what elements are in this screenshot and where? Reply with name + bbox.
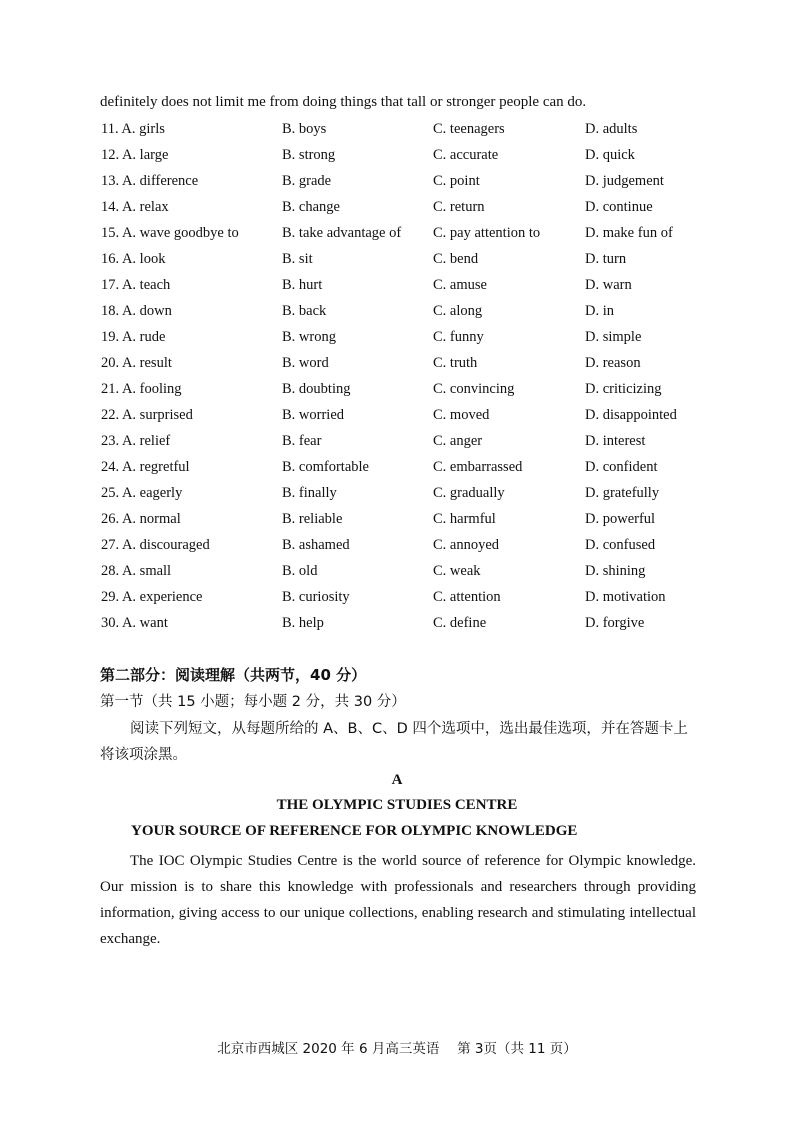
option-row	[101, 483, 701, 509]
option-c: C. annoyed	[433, 537, 500, 553]
option-a: 11. A. girls	[101, 121, 165, 137]
option-row	[101, 561, 701, 587]
option-row	[101, 327, 701, 353]
option-c: C. attention	[433, 589, 501, 605]
option-a: 15. A. wave goodbye to	[101, 225, 239, 241]
option-c: C. bend	[433, 251, 479, 267]
option-a: 28. A. small	[101, 563, 172, 579]
option-d: D. quick	[585, 147, 635, 163]
option-b: B. fear	[282, 433, 322, 449]
option-b: B. hurt	[282, 277, 323, 293]
option-d: D. interest	[585, 433, 646, 449]
option-b: B. wrong	[282, 329, 336, 345]
option-a: 30. A. want	[101, 615, 168, 631]
passage-title: THE OLYMPIC STUDIES CENTRE	[276, 797, 518, 813]
option-d: D. judgement	[585, 173, 664, 189]
option-c: C. anger	[433, 433, 483, 449]
option-d: D. make fun of	[585, 225, 673, 241]
passage-letter: A	[391, 772, 403, 788]
passage-body: The IOC Olympic Studies Centre is the world source of reference for Olympic knowledge. Our mission is to share this knowledge with professionals and researchers through providing information, giving access to our unique collections, enabling research and stimulating intellectual exchange.	[100, 853, 696, 947]
option-d: D. warn	[585, 277, 632, 293]
option-b: B. finally	[282, 485, 337, 501]
option-b: B. change	[282, 199, 340, 215]
option-d: D. adults	[585, 121, 638, 137]
option-c: C. weak	[433, 563, 481, 579]
option-a: 17. A. teach	[101, 277, 171, 293]
option-d: D. motivation	[585, 589, 666, 605]
option-row	[101, 249, 701, 275]
option-d: D. disappointed	[585, 407, 677, 423]
option-row	[101, 145, 701, 171]
option-c: C. harmful	[433, 511, 496, 527]
option-row	[101, 301, 701, 327]
option-d: D. shining	[585, 563, 646, 579]
option-row	[101, 405, 701, 431]
option-d: D. forgive	[585, 615, 645, 631]
option-c: C. convincing	[433, 381, 515, 397]
option-b: B. curiosity	[282, 589, 350, 605]
option-b: B. comfortable	[282, 459, 369, 475]
option-a: 14. A. relax	[101, 199, 169, 215]
option-c: C. accurate	[433, 147, 499, 163]
option-b: B. worried	[282, 407, 345, 423]
option-b: B. ashamed	[282, 537, 350, 553]
option-b: B. doubting	[282, 381, 351, 397]
option-b: B. strong	[282, 147, 336, 163]
option-c: C. funny	[433, 329, 484, 345]
option-b: B. grade	[282, 173, 332, 189]
option-a: 22. A. surprised	[101, 407, 193, 423]
option-row	[101, 613, 701, 639]
option-row	[101, 353, 701, 379]
option-d: D. continue	[585, 199, 653, 215]
option-row	[101, 379, 701, 405]
option-a: 13. A. difference	[101, 173, 199, 189]
option-a: 20. A. result	[101, 355, 172, 371]
passage-subtitle: YOUR SOURCE OF REFERENCE FOR OLYMPIC KNOWLEDGE	[131, 823, 578, 839]
option-row	[101, 275, 701, 301]
option-b: B. help	[282, 615, 324, 631]
option-d: D. simple	[585, 329, 642, 345]
option-row	[101, 457, 701, 483]
option-row	[101, 223, 701, 249]
option-c: C. teenagers	[433, 121, 505, 137]
option-row	[101, 171, 701, 197]
option-c: C. embarrassed	[433, 459, 523, 475]
cloze-options-table	[101, 119, 701, 639]
option-b: B. word	[282, 355, 329, 371]
instructions: 阅读下列短文，从每题所给的 A、B、C、D 四个选项中，选出最佳选项，并在答题卡上将该项涂黑。	[100, 721, 688, 763]
option-row	[101, 431, 701, 457]
option-row	[101, 509, 701, 535]
option-row	[101, 197, 701, 223]
option-c: C. amuse	[433, 277, 487, 293]
option-c: C. gradually	[433, 485, 505, 501]
option-d: D. powerful	[585, 511, 656, 527]
option-c: C. pay attention to	[433, 225, 541, 241]
option-d: D. criticizing	[585, 381, 662, 397]
option-a: 29. A. experience	[101, 589, 203, 605]
option-d: D. confused	[585, 537, 656, 553]
option-b: B. sit	[282, 251, 313, 267]
continued-passage-line: definitely does not limit me from doing things that tall or stronger people can do.	[100, 94, 587, 110]
option-c: C. return	[433, 199, 485, 215]
option-c: C. point	[433, 173, 480, 189]
option-a: 23. A. relief	[101, 433, 171, 449]
option-a: 24. A. regretful	[101, 459, 190, 475]
option-c: C. moved	[433, 407, 490, 423]
subsection-heading: 第一节（共 15 小题；每小题 2 分，共 30 分）	[100, 694, 406, 710]
option-a: 25. A. eagerly	[101, 485, 183, 501]
option-row	[101, 587, 701, 613]
option-b: B. back	[282, 303, 327, 319]
option-b: B. boys	[282, 121, 327, 137]
option-a: 26. A. normal	[101, 511, 181, 527]
option-row	[101, 535, 701, 561]
section-heading: 第二部分：阅读理解（共两节，40 分）	[100, 666, 367, 684]
option-row	[101, 119, 701, 145]
option-d: D. turn	[585, 251, 627, 267]
page-footer: 北京市西城区 2020 年 6 月高三英语 第 3页（共 11 页）	[217, 1041, 577, 1057]
option-c: C. truth	[433, 355, 478, 371]
option-d: D. gratefully	[585, 485, 660, 501]
option-b: B. reliable	[282, 511, 343, 527]
option-b: B. old	[282, 563, 318, 579]
option-a: 19. A. rude	[101, 329, 166, 345]
option-c: C. define	[433, 615, 487, 631]
option-a: 27. A. discouraged	[101, 537, 210, 553]
option-a: 21. A. fooling	[101, 381, 182, 397]
option-c: C. along	[433, 303, 483, 319]
option-a: 12. A. large	[101, 147, 169, 163]
option-d: D. in	[585, 303, 614, 319]
option-a: 18. A. down	[101, 303, 172, 319]
option-d: D. confident	[585, 459, 658, 475]
option-d: D. reason	[585, 355, 641, 371]
option-b: B. take advantage of	[282, 225, 402, 241]
option-a: 16. A. look	[101, 251, 166, 267]
